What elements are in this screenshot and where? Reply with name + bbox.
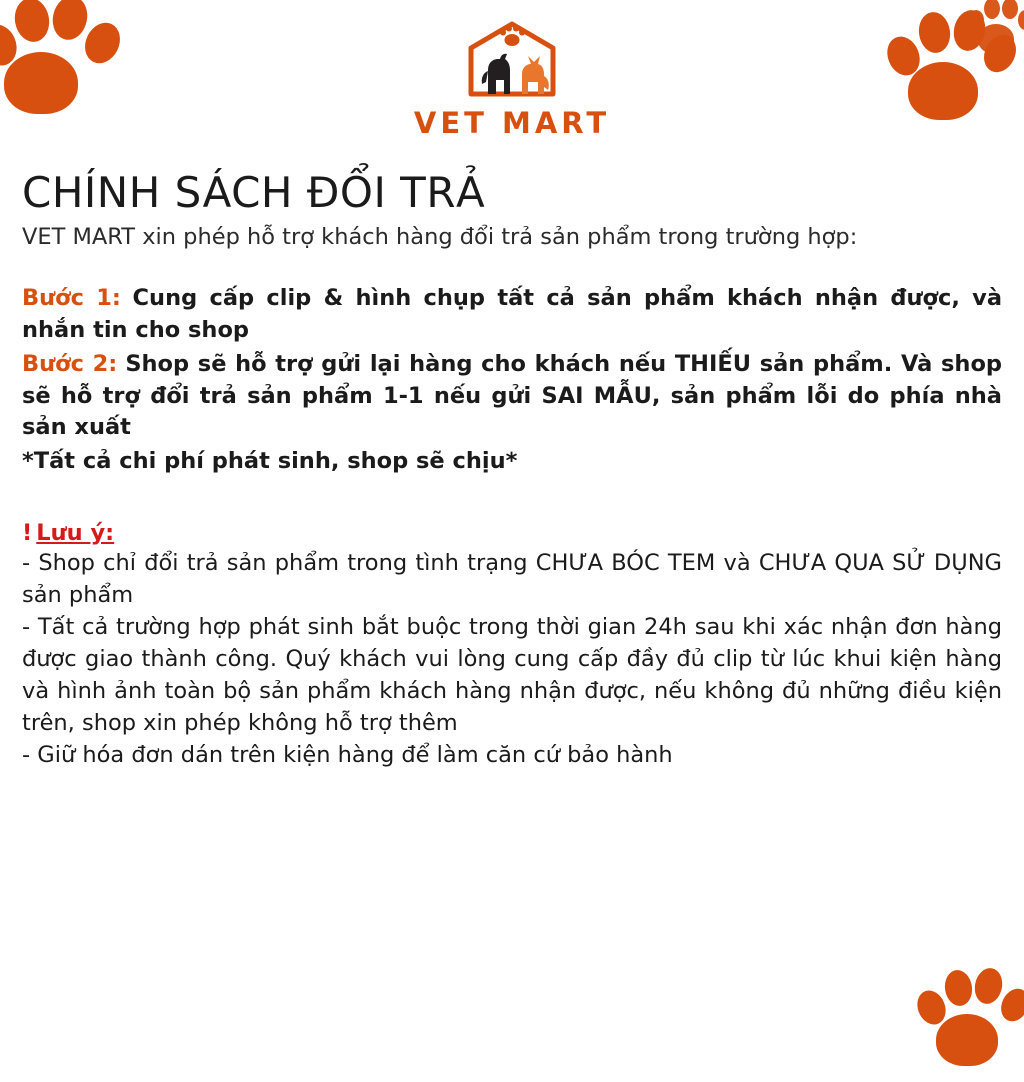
paw-print-icon-bottom-right: [918, 962, 1024, 1082]
attention-bullet-3: - Giữ hóa đơn dán trên kiện hàng để làm căn cứ bảo hành: [22, 741, 673, 768]
exclamation-icon: !: [22, 520, 33, 547]
attention-heading-row: [22, 520, 1002, 548]
attention-bullet-1: - Shop chỉ đổi trả sản phẩm trong tình trạng CHƯA BÓC TEM và CHƯA QUA SỬ DỤNG sản phẩm: [22, 550, 1002, 609]
brand-logo: [0, 18, 1024, 140]
policy-document: [22, 168, 1002, 772]
step-1: [22, 283, 1002, 347]
step-1-label: Bước 1:: [22, 284, 121, 311]
attention-heading: Lưu ý:: [36, 520, 115, 547]
brand-name: VET MART: [413, 106, 611, 140]
attention-bullet-2: - Tất cả trường hợp phát sinh bắt buộc trong thời gian 24h sau khi xác nhận đơn hàng được giao thành công. Quý khách vui lòng cung cấp đầy đủ clip từ lúc khui kiện hàng và hình ảnh toàn bộ sản phẩm khách hàng nhận được, nếu không đủ những điều kiện trên, shop xin phép không hỗ trợ thêm: [22, 614, 1002, 736]
steps-section: [22, 283, 1002, 479]
cost-note: *Tất cả chi phí phát sinh, shop sẽ chịu*: [22, 448, 518, 475]
page-subtitle: VET MART xin phép hỗ trợ khách hàng đổi trả sản phẩm trong trường hợp:: [22, 224, 858, 250]
step-2: [22, 349, 1002, 445]
step-2-label: Bước 2:: [22, 350, 118, 377]
attention-section: [22, 520, 1002, 772]
dog-cat-house-icon: [452, 18, 572, 100]
step-1-text: Cung cấp clip & hình chụp tất cả sản phẩm khách nhận được, và nhắn tin cho shop: [22, 284, 1003, 343]
step-2-text: Shop sẽ hỗ trợ gửi lại hàng cho khách nếu THIẾU sản phẩm. Và shop sẽ hỗ trợ đổi trả sản phẩm 1-1 nếu gửi SAI MẪU, sản phẩm lỗi do phía nhà sản xuất: [22, 350, 1003, 441]
page-title: CHÍNH SÁCH ĐỔI TRẢ: [22, 168, 486, 217]
